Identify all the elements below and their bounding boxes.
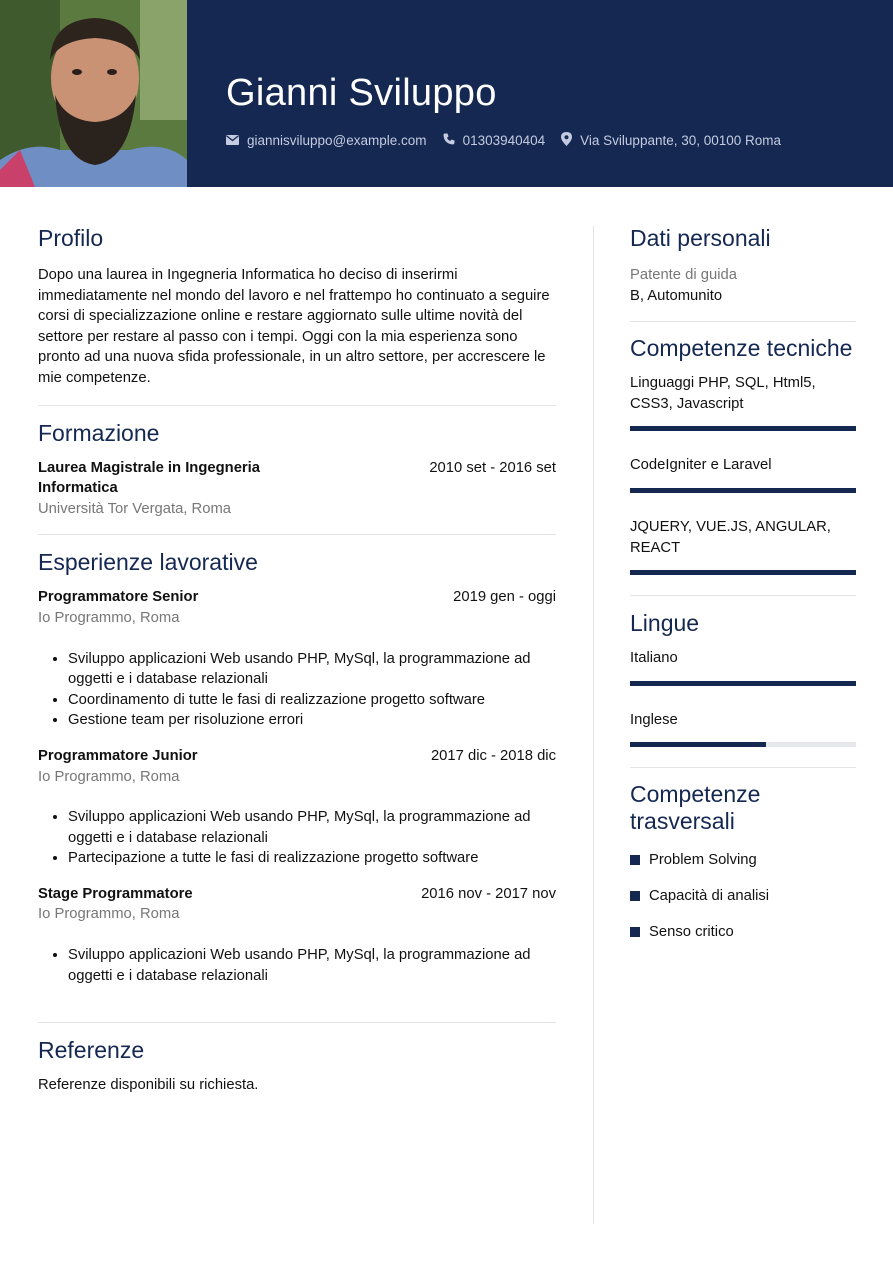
square-bullet-icon	[630, 855, 640, 865]
list-item: • Sviluppo applicazioni Web usando PHP, MySql, la programmazione ad oggetti e i database relazionali	[68, 807, 556, 848]
resume-header	[0, 0, 893, 187]
section-divider	[630, 767, 856, 768]
section-title: Competenze tecniche	[630, 335, 853, 362]
language-bar	[630, 742, 856, 747]
skill-bar	[630, 426, 856, 431]
skill-name: JQUERY, VUE.JS, ANGULAR, REACT	[630, 518, 831, 556]
section-title: Profilo	[38, 225, 104, 251]
experience-entry	[38, 884, 556, 986]
job-role: Programmatore Senior	[38, 589, 199, 606]
address-text: Via Sviluppante, 30, 00100 Roma	[580, 133, 782, 148]
list-item: • Gestione team per risoluzione errori	[68, 710, 556, 731]
sidebar-column	[630, 224, 856, 942]
profile-text: Dopo una laurea in Ingegneria Informatica ho deciso di inserirmi immediatamente nel mondo del lavoro e nel frattempo ho continuato a seguire corsi di specializzazione online e restare aggiornato sulle ultime novità del settore per restare al passo con i tempi. Oggi con la mia esperienza sono pronto ad una nuova sfida professionale, in un altro settore, per accrescere le mie competenze.	[38, 267, 550, 386]
job-bullets	[38, 649, 556, 731]
skill-item	[630, 373, 856, 431]
section-title: Formazione	[38, 419, 160, 446]
company-name: Io Programmo, Roma	[38, 906, 180, 923]
address-contact	[561, 132, 781, 149]
profile-photo	[0, 0, 187, 187]
personal-section	[630, 224, 856, 306]
section-title: Lingue	[630, 610, 700, 637]
location-pin-icon	[561, 132, 580, 149]
phone-contact	[443, 133, 546, 148]
education-section	[38, 419, 556, 520]
company-name: Io Programmo, Roma	[38, 768, 180, 785]
language-name: Italiano	[630, 650, 678, 667]
square-bullet-icon	[630, 927, 640, 937]
skill-item	[630, 517, 856, 575]
language-name: Inglese	[630, 711, 678, 728]
list-item: • Sviluppo applicazioni Web usando PHP, MySql, la programmazione ad oggetti e i database relazionali	[68, 945, 556, 986]
skill-bar	[630, 570, 856, 575]
language-bar	[630, 681, 856, 686]
section-title: Referenze	[38, 1037, 145, 1064]
section-divider	[38, 405, 556, 406]
soft-skill-list	[630, 850, 856, 942]
section-divider	[630, 321, 856, 322]
job-dates: 2017 dic - 2018 dic	[430, 747, 556, 764]
job-dates: 2016 nov - 2017 nov	[421, 885, 556, 902]
skill-name: CodeIgniter e Laravel	[630, 457, 772, 474]
soft-skill-item: Problem Solving	[630, 850, 856, 870]
soft-skill-item: Senso critico	[630, 922, 856, 942]
section-divider	[630, 595, 856, 596]
section-title: Esperienze lavorative	[38, 549, 258, 576]
contact-info	[226, 132, 797, 149]
envelope-icon	[226, 133, 247, 148]
list-item: • Coordinamento di tutte le fasi di realizzazione progetto software	[68, 690, 556, 711]
section-title: Dati personali	[630, 225, 771, 251]
languages-section	[630, 609, 856, 747]
soft-skills-section	[630, 781, 856, 942]
license-label: Patente di guida	[630, 267, 737, 283]
experience-entry	[38, 746, 556, 869]
degree-title: Laurea Magistrale in Ingegneria Informatica	[38, 459, 261, 497]
job-role: Stage Programmatore	[38, 885, 193, 902]
email-text: giannisviluppo@example.com	[247, 133, 427, 148]
experience-entry	[38, 587, 556, 731]
education-entry	[38, 458, 556, 520]
job-role: Programmatore Junior	[38, 747, 198, 764]
skill-name: Linguaggi PHP, SQL, Html5, CSS3, Javascript	[630, 375, 816, 412]
section-title: Competenze trasversali	[630, 781, 761, 835]
job-dates: 2019 gen - oggi	[453, 589, 556, 606]
list-item: • Partecipazione a tutte le fasi di realizzazione progetto software	[68, 848, 556, 869]
skill-bar	[630, 488, 856, 493]
phone-text: 01303940404	[462, 133, 546, 148]
column-divider	[593, 226, 594, 1224]
references-text: Referenze disponibili su richiesta.	[38, 1077, 259, 1094]
job-bullets	[38, 945, 556, 986]
main-column	[38, 224, 556, 1096]
school-name: Università Tor Vergata, Roma	[38, 500, 231, 517]
references-section	[38, 1036, 556, 1096]
language-item	[630, 710, 856, 748]
license-value: B, Automunito	[630, 287, 723, 304]
experience-section	[38, 548, 556, 986]
education-dates: 2010 set - 2016 set	[429, 459, 556, 476]
soft-skill-item: Capacità di analisi	[630, 886, 856, 906]
square-bullet-icon	[630, 891, 640, 901]
job-bullets	[38, 807, 556, 869]
section-divider	[38, 1022, 556, 1023]
list-item: • Sviluppo applicazioni Web usando PHP, MySql, la programmazione ad oggetti e i database relazionali	[68, 649, 556, 690]
email-contact	[226, 133, 427, 148]
tech-skills-section	[630, 335, 856, 575]
candidate-name: Gianni Sviluppo	[226, 72, 497, 114]
phone-icon	[443, 133, 463, 148]
section-divider	[38, 534, 556, 535]
profile-section	[38, 224, 556, 389]
company-name: Io Programmo, Roma	[38, 609, 180, 626]
language-item	[630, 648, 856, 686]
skill-item	[630, 455, 856, 493]
